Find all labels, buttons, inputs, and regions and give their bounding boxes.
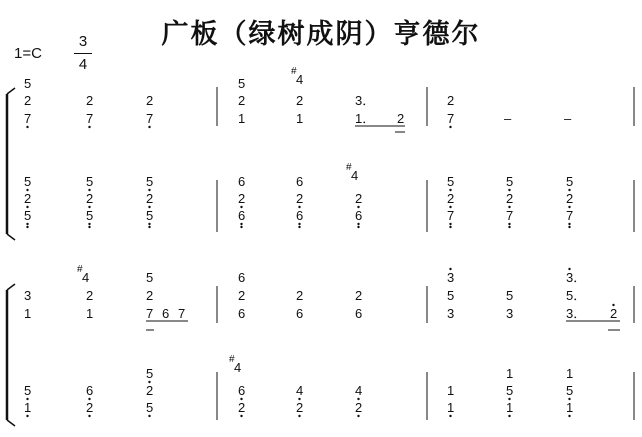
octave-dot	[449, 126, 451, 128]
octave-dot	[508, 223, 510, 225]
note: 2	[447, 93, 455, 108]
note: 5	[146, 208, 154, 223]
note: 4	[355, 383, 363, 398]
octave-dot	[148, 226, 150, 228]
note: 2	[238, 288, 246, 303]
note: 7	[178, 306, 186, 321]
note: 1	[296, 111, 304, 126]
note: 1．	[355, 111, 376, 126]
octave-dot	[298, 415, 300, 417]
note: 5	[146, 174, 154, 189]
octave-dot	[449, 268, 451, 270]
note: 4	[296, 383, 304, 398]
octave-dot	[298, 226, 300, 228]
note: 5	[447, 174, 455, 189]
note: 7	[24, 111, 32, 126]
octave-dot	[357, 226, 359, 228]
octave-dot	[26, 223, 28, 225]
note: 2	[86, 93, 94, 108]
note: 7	[447, 208, 455, 223]
octave-dot	[508, 415, 510, 417]
note: 1	[506, 400, 514, 415]
note: 1	[506, 366, 514, 381]
octave-dot	[357, 415, 359, 417]
note: 2	[238, 93, 246, 108]
octave-dot	[449, 223, 451, 225]
note: 2	[296, 93, 304, 108]
note: 2	[86, 400, 94, 415]
octave-dot	[612, 304, 614, 306]
note: 1	[447, 383, 455, 398]
octave-dot	[148, 223, 150, 225]
sustain-dash: –	[504, 111, 512, 126]
note: 1	[566, 366, 574, 381]
note: 4	[296, 72, 304, 87]
octave-dot	[449, 226, 451, 228]
octave-dot	[26, 126, 28, 128]
octave-dot	[449, 415, 451, 417]
note: 2	[146, 288, 154, 303]
note: 2	[355, 288, 363, 303]
note: 6	[355, 306, 363, 321]
note: 6	[162, 306, 170, 321]
note: 1	[447, 400, 455, 415]
note: 5	[566, 174, 574, 189]
octave-dot	[240, 415, 242, 417]
note: 1	[86, 306, 94, 321]
octave-dot	[568, 415, 570, 417]
note: 2	[506, 191, 514, 206]
note: 7	[146, 111, 154, 126]
note: 6	[238, 383, 246, 398]
note: 2	[296, 191, 304, 206]
note: 1	[238, 111, 246, 126]
note: 1	[24, 400, 32, 415]
note: 6	[296, 208, 304, 223]
note: 2	[397, 111, 405, 126]
note: 7	[506, 208, 514, 223]
note: 6	[355, 208, 363, 223]
octave-dot	[568, 223, 570, 225]
note: 2	[146, 191, 154, 206]
octave-dot	[568, 226, 570, 228]
note: 2	[146, 383, 154, 398]
note: 5	[506, 383, 514, 398]
note: 1	[24, 306, 32, 321]
octave-dot	[568, 268, 570, 270]
note: 5	[24, 208, 32, 223]
octave-dot	[298, 223, 300, 225]
note: 7	[86, 111, 94, 126]
octave-dot	[508, 226, 510, 228]
note: 2	[355, 400, 363, 415]
note: 5	[146, 366, 154, 381]
note: 2	[238, 400, 246, 415]
octave-dot	[148, 126, 150, 128]
note: 6	[238, 270, 246, 285]
octave-dot	[240, 226, 242, 228]
note: 5	[86, 208, 94, 223]
octave-dot	[88, 126, 90, 128]
note: 2	[238, 191, 246, 206]
note: 7	[566, 208, 574, 223]
piece-title: 广板（绿树成阴）亨德尔	[161, 19, 481, 50]
note: 2	[86, 288, 94, 303]
note: 3．	[355, 93, 376, 108]
note: 6	[86, 383, 94, 398]
note: 3	[447, 306, 455, 321]
note: 3	[447, 270, 455, 285]
note: 5	[146, 400, 154, 415]
bracket-hook	[7, 284, 15, 290]
bracket-hook	[7, 88, 15, 94]
note: 2	[86, 191, 94, 206]
octave-dot	[26, 415, 28, 417]
note: 5	[24, 76, 32, 91]
note: 5	[86, 174, 94, 189]
note: 3	[24, 288, 32, 303]
note: 5	[506, 288, 514, 303]
note: 3	[506, 306, 514, 321]
bracket-hook	[7, 420, 15, 426]
note: 2	[146, 93, 154, 108]
note: 4	[234, 360, 242, 375]
note: 2	[447, 191, 455, 206]
octave-dot	[88, 226, 90, 228]
note: 1	[566, 400, 574, 415]
sustain-dash: –	[564, 111, 572, 126]
octave-dot	[357, 223, 359, 225]
note: 2	[296, 288, 304, 303]
note: 5	[566, 383, 574, 398]
note: 5	[24, 383, 32, 398]
time-signature-top: 3	[78, 33, 88, 50]
note: 5	[238, 76, 246, 91]
note: 5	[506, 174, 514, 189]
note: 6	[238, 174, 246, 189]
note: 5	[146, 270, 154, 285]
sharp-sign: #	[77, 264, 83, 275]
note: 4	[82, 270, 90, 285]
key-signature: 1=C	[14, 45, 42, 62]
note: 7	[447, 111, 455, 126]
sharp-sign: #	[346, 162, 352, 173]
sharp-sign: #	[291, 66, 297, 77]
note: 3．	[566, 270, 587, 285]
note: 2	[296, 400, 304, 415]
note: 7	[146, 306, 154, 321]
octave-dot	[26, 226, 28, 228]
octave-dot	[88, 415, 90, 417]
note: 4	[351, 168, 359, 183]
bracket-hook	[7, 234, 15, 240]
note: 2	[610, 306, 618, 321]
note: 6	[296, 174, 304, 189]
note: 6	[238, 306, 246, 321]
note: 2	[24, 93, 32, 108]
note: 5	[447, 288, 455, 303]
note: 2	[355, 191, 363, 206]
octave-dot	[148, 415, 150, 417]
note: 3．	[566, 306, 587, 321]
time-signature-bottom: 4	[78, 56, 88, 73]
octave-dot	[240, 223, 242, 225]
sharp-sign: #	[229, 354, 235, 365]
note: 2	[566, 191, 574, 206]
note: 5．	[566, 288, 587, 303]
note: 2	[24, 191, 32, 206]
note: 6	[296, 306, 304, 321]
note: 5	[24, 174, 32, 189]
note: 6	[238, 208, 246, 223]
octave-dot	[88, 223, 90, 225]
